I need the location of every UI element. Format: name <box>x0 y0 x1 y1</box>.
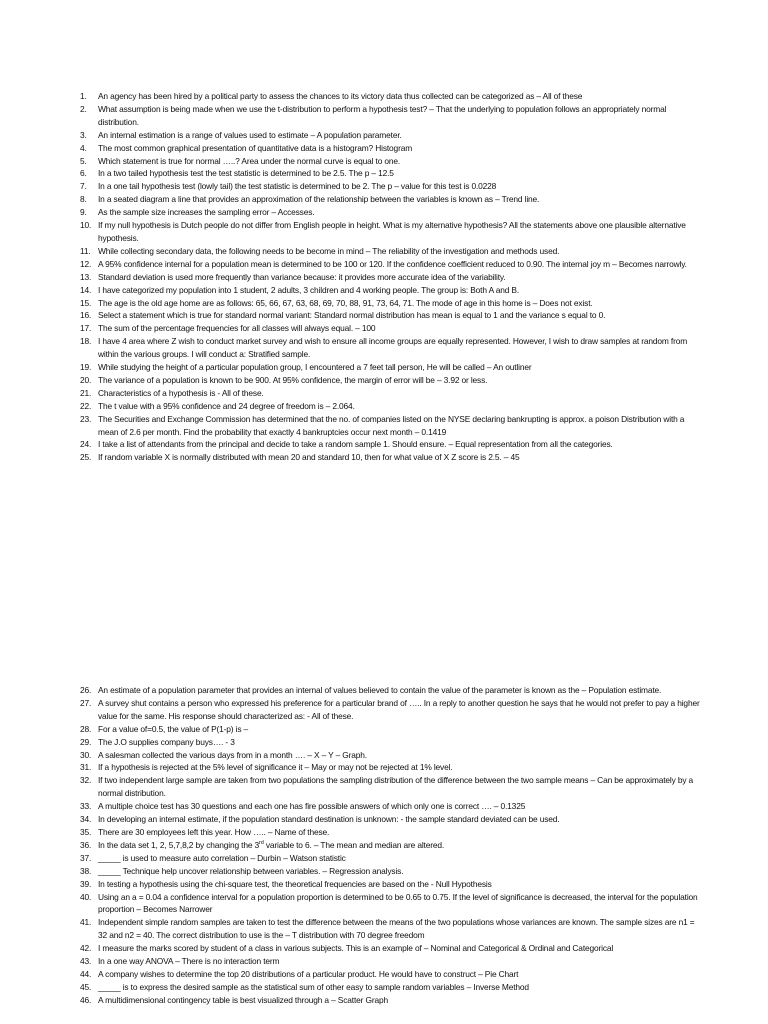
question-number: 35. <box>80 826 92 837</box>
question-number: 4. <box>80 142 87 153</box>
question-item <box>80 374 702 387</box>
question-text: Using an a = 0.04 a confidence interval for a population proportion is determined to be 0.65 to 0.75. If the level of significance is decreased, the interval for the population proportion – Becomes Narrower <box>98 891 698 915</box>
question-number: 46. <box>80 994 92 1005</box>
question-text: While collecting secondary data, the following needs to be become in mind – The reliability of the investigation and methods used. <box>98 245 560 256</box>
question-text: I measure the marks scored by student of a class in various subjects. This is an example of – Nominal and Categorical & Ordinal and Categorical <box>98 943 614 954</box>
question-number: 12. <box>80 258 92 269</box>
question-number: 27. <box>80 697 92 708</box>
question-item <box>80 942 702 955</box>
question-number: 29. <box>80 736 92 747</box>
question-item <box>80 839 702 852</box>
question-number: 42. <box>80 943 92 954</box>
question-text: If two independent large sample are taken from two populations the sampling distribution of the difference between the two sample means – Can be approximately by a normal distribution. <box>98 775 694 799</box>
question-number: 19. <box>80 362 92 373</box>
question-number: 44. <box>80 968 92 979</box>
question-text: The variance of a population is known to be 900. At 95% confidence, the margin of error will be – 3.92 or less. <box>98 374 488 385</box>
question-number: 13. <box>80 271 92 282</box>
question-text: In a seated diagram a line that provides an approximation of the relationship between the variables is known as – Trend line. <box>98 194 540 205</box>
question-text: A salesman collected the various days from in a month …. – X – Y – Graph. <box>98 749 367 760</box>
question-item <box>80 865 702 878</box>
question-item <box>80 878 702 891</box>
question-text: The J.O supplies company buys…. - 3 <box>98 736 235 747</box>
question-text: What assumption is being made when we use the t-distribution to perform a hypothesis test? – That the underlying to population follows an appropriately normal distribution. <box>98 103 667 127</box>
question-item <box>80 413 702 439</box>
question-item <box>80 167 702 180</box>
question-item <box>80 193 702 206</box>
question-text: Independent simple random samples are taken to test the difference between the means of the two populations whose variances are known. The sample sizes are n1 = 32 and n2 = 40. The correct distribution to use is the – T distribution with 70 degree freedom <box>98 917 695 941</box>
question-number: 36. <box>80 839 92 850</box>
question-text: The age is the old age home are as follows: 65, 66, 67, 63, 68, 69, 70, 88, 91, 73, 64, 71. The mode of age in this home is – Does not exist. <box>98 297 593 308</box>
question-number: 20. <box>80 374 92 385</box>
question-number: 41. <box>80 917 92 928</box>
question-item <box>80 155 702 168</box>
question-number: 18. <box>80 336 92 347</box>
question-text: _____ Technique help uncover relationship between variables. – Regression analysis. <box>98 865 404 876</box>
question-text: A 95% confidence internal for a population mean is determined to be 100 or 120. If the confidence coefficient reduced to 0.90. The internal joy m – Becomes narrowly. <box>98 258 687 269</box>
question-text: Which statement is true for normal …..? Area under the normal curve is equal to one. <box>98 155 401 166</box>
question-text: Standard deviation is used more frequently than variance because: it provides more accurate idea of the variability. <box>98 271 506 282</box>
question-number: 31. <box>80 762 92 773</box>
question-number: 45. <box>80 981 92 992</box>
question-text: A multiple choice test has 30 questions and each one has fire possible answers of which only one is correct …. – 0.1325 <box>98 801 526 812</box>
question-text: I have 4 area where Z wish to conduct market survey and wish to ensure all income groups are equally represented. However, I wish to draw samples at random from within the various groups. I will conduct a: Stratified sample. <box>98 336 688 360</box>
question-number: 37. <box>80 852 92 863</box>
question-list-part-2 <box>80 684 702 1007</box>
question-text: If my null hypothesis is Dutch people do not differ from English people in height. What is my alternative hypothesis? All the statements above one plausible alternative hypothesis. <box>98 220 686 243</box>
question-number: 16. <box>80 310 92 321</box>
question-item <box>80 749 702 762</box>
question-number: 7. <box>80 181 87 192</box>
question-text: A multidimensional contingency table is best visualized through a – Scatter Graph <box>98 994 388 1005</box>
question-item <box>80 322 702 335</box>
question-item <box>80 400 702 413</box>
question-item <box>80 142 702 155</box>
question-item <box>80 723 702 736</box>
question-text: A company wishes to determine the top 20 distributions of a particular product. He would have to construct – Pie Chart <box>98 968 519 979</box>
question-item <box>80 297 702 310</box>
question-item <box>80 826 702 839</box>
question-text: The most common graphical presentation of quantitative data is a histogram? Histogram <box>98 142 413 153</box>
question-text: Select a statement which is true for standard normal variant: Standard normal distribution has mean is equal to 1 and the variance s equal to 0. <box>98 310 606 321</box>
question-number: 21. <box>80 387 92 398</box>
question-number: 40. <box>80 891 92 902</box>
question-item <box>80 103 702 129</box>
question-text: The Securities and Exchange Commission has determined that the no. of companies listed on the NYSE declaring bankrupting is approx. a poison Distribution with a mean of 2.6 per month. Find the probability that exactly 4 bankruptcies occur next month – 0.1419 <box>98 413 685 437</box>
question-number: 6. <box>80 168 87 179</box>
question-text: There are 30 employees left this year. How ….. – Name of these. <box>98 826 330 837</box>
question-number: 23. <box>80 413 92 424</box>
question-text: In a two tailed hypothesis test the test statistic is determined to be 2.5. The p – 12.5 <box>98 168 394 179</box>
question-item <box>80 994 702 1007</box>
question-item <box>80 335 702 361</box>
question-number: 39. <box>80 878 92 889</box>
question-text: I take a list of attendants from the principal and decide to take a random sample 1. Should ensure. – Equal representation from all the categories. <box>98 439 613 450</box>
question-item <box>80 761 702 774</box>
question-number: 28. <box>80 723 92 734</box>
question-text: An estimate of a population parameter that provides an internal of values believed to contain the value of the parameter is known as the – Population estimate. <box>98 685 662 695</box>
question-item <box>80 968 702 981</box>
question-text: As the sample size increases the sampling error – Accesses. <box>98 207 315 218</box>
question-number: 43. <box>80 956 92 967</box>
question-item <box>80 258 702 271</box>
question-text: I have categorized my population into 1 student, 2 adults, 3 children and 4 working people. The group is: Both A and B. <box>98 284 520 295</box>
question-item <box>80 129 702 142</box>
question-text: If a hypothesis is rejected at the 5% level of significance it – May or may not be rejected at 1% level. <box>98 762 453 773</box>
question-item <box>80 800 702 813</box>
question-item <box>80 981 702 994</box>
question-text: The sum of the percentage frequencies for all classes will always equal. – 100 <box>98 323 376 334</box>
question-item <box>80 309 702 322</box>
question-item <box>80 697 702 723</box>
question-text: If random variable X is normally distributed with mean 20 and standard 10, then for what value of X Z score is 2.5. – 45 <box>98 452 520 463</box>
question-item <box>80 387 702 400</box>
question-text: In a one way ANOVA – There is no interaction term <box>98 956 280 967</box>
question-item <box>80 361 702 374</box>
question-item <box>80 916 702 942</box>
question-item <box>80 271 702 284</box>
question-item <box>80 284 702 297</box>
question-number: 33. <box>80 801 92 812</box>
question-list-part-1 <box>80 90 702 464</box>
question-text: A survey shut contains a person who expressed his preference for a particular brand of ….. In a reply to another question he says that he would not prefer to pay a higher value for the same. His response should characterized as: - All of these. <box>98 697 700 721</box>
question-item <box>80 245 702 258</box>
question-number: 25. <box>80 452 92 463</box>
question-text: In testing a hypothesis using the chi-square test, the theoretical frequencies are based on the - Null Hypothesis <box>98 878 492 889</box>
question-item <box>80 438 702 451</box>
question-item <box>80 180 702 193</box>
question-item <box>80 451 702 464</box>
question-text: In developing an internal estimate, if the population standard destination is unknown: - the sample standard deviated can be used. <box>98 814 560 825</box>
question-number: 22. <box>80 400 92 411</box>
question-number: 32. <box>80 775 92 786</box>
question-item <box>80 219 702 245</box>
question-number: 3. <box>80 129 87 140</box>
question-item <box>80 955 702 968</box>
question-number: 26. <box>80 685 92 695</box>
question-text: _____ is to express the desired sample as the statistical sum of other easy to sample random variables – Inverse Method <box>98 981 529 992</box>
question-item <box>80 774 702 800</box>
question-number: 30. <box>80 749 92 760</box>
question-number: 38. <box>80 865 92 876</box>
question-number: 11. <box>80 245 91 256</box>
question-number: 14. <box>80 284 92 295</box>
question-number: 1. <box>80 91 87 101</box>
question-text: In a one tail hypothesis test (lowly tail) the test statistic is determined to be 2. The p – value for this test is 0.0228 <box>98 181 497 192</box>
question-number: 10. <box>80 220 92 231</box>
question-text: Characteristics of a hypothesis is - All of these. <box>98 387 264 398</box>
question-text: An internal estimation is a range of values used to estimate – A population parameter. <box>98 129 402 140</box>
question-item <box>80 813 702 826</box>
question-number: 34. <box>80 814 92 825</box>
question-item <box>80 684 702 697</box>
question-number: 17. <box>80 323 92 334</box>
question-number: 9. <box>80 207 87 218</box>
question-text: An agency has been hired by a political party to assess the chances to its victory data thus collected can be categorized as – All of these <box>98 91 583 101</box>
question-number: 8. <box>80 194 87 205</box>
question-item <box>80 852 702 865</box>
question-text: While studying the height of a particular population group, I encountered a 7 feet tall person, He will be called – An outliner <box>98 362 532 373</box>
question-text: For a value of=0.5, the value of P(1-p) is – <box>98 723 249 734</box>
question-number: 5. <box>80 155 87 166</box>
question-item <box>80 891 702 917</box>
question-text: In the data set 1, 2, 5,7,8,2 by changing the 3rd variable to 6. – The mean and median are altered. <box>98 839 445 850</box>
question-item <box>80 736 702 749</box>
question-number: 15. <box>80 297 92 308</box>
question-item <box>80 206 702 219</box>
question-item <box>80 90 702 103</box>
question-text: The t value with a 95% confidence and 24 degree of freedom is – 2.064. <box>98 400 355 411</box>
question-number: 2. <box>80 103 87 114</box>
question-number: 24. <box>80 439 92 450</box>
question-text: _____ is used to measure auto correlation – Durbin – Watson statistic <box>98 852 346 863</box>
